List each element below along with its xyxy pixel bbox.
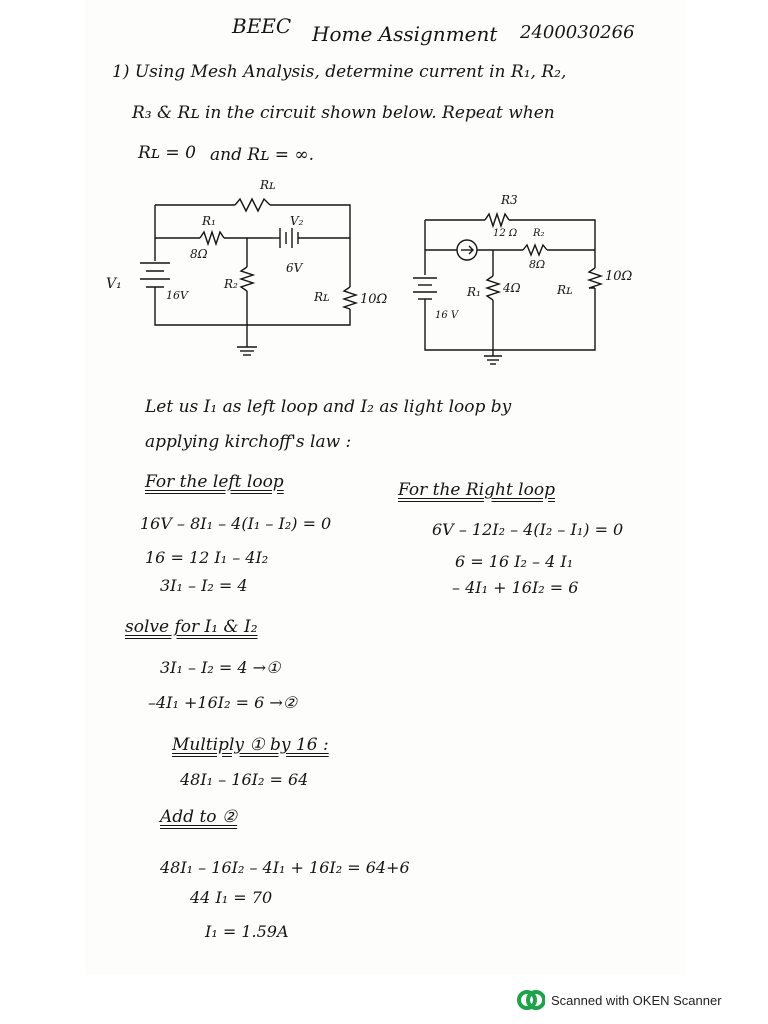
right-rl-label: Rʟ: [557, 283, 573, 297]
left-r1-label: R₁: [202, 214, 216, 228]
left-rl-right-label: Rʟ: [314, 290, 330, 304]
right-source-value: 16 V: [435, 310, 459, 321]
assignment-title: Home Assignment: [312, 22, 498, 46]
scanner-watermark: [517, 990, 722, 1010]
solve-heading: solve for I₁ & I₂: [125, 617, 258, 637]
scanner-logo-icon: [517, 990, 545, 1010]
right-r1-value: 4Ω: [503, 281, 521, 295]
left-equation-3: 3I₁ – I₂ = 4: [160, 576, 248, 595]
multiply-equation: 48I₁ – 16I₂ = 64: [180, 770, 309, 789]
question-line-3a: Rʟ = 0: [138, 143, 196, 163]
left-equation-2: 16 = 12 I₁ – 4I₂: [145, 548, 269, 567]
question-line-1: 1) Using Mesh Analysis, determine current in R₁, R₂,: [112, 62, 567, 82]
intro-line-1: Let us I₁ as left loop and I₂ as light loop by: [145, 397, 512, 417]
question-line-3b: and Rʟ = ∞.: [210, 145, 315, 165]
result-equation-2: I₁ = 1.59A: [205, 922, 289, 941]
scanner-text: Scanned with OKEN Scanner: [551, 992, 722, 1008]
left-v2-value: 6V: [286, 261, 303, 275]
right-equation-2: 6 = 16 I₂ – 4 I₁: [455, 552, 574, 571]
right-equation-3: – 4I₁ + 16I₂ = 6: [452, 578, 579, 597]
right-r3-label: R3: [501, 193, 518, 207]
result-equation-1: 44 I₁ = 70: [190, 888, 273, 907]
right-circuit-diagram: [405, 190, 655, 370]
left-r2-label: R₂: [224, 277, 238, 291]
right-rl-value: 10Ω: [605, 269, 633, 284]
left-rl-top-label: Rʟ: [260, 178, 276, 192]
right-r3-value: 12 Ω: [493, 228, 518, 239]
id-number: 2400030266: [520, 22, 635, 43]
intro-line-2: applying kirchoff's law :: [145, 432, 352, 452]
left-r1-value: 8Ω: [190, 247, 208, 261]
left-v2-label: V₂: [290, 214, 304, 228]
add-equation: 48I₁ – 16I₂ – 4I₁ + 16I₂ = 64+6: [160, 858, 410, 877]
solve-equation-2: –4I₁ +16I₂ = 6 →②: [148, 693, 298, 712]
solve-equation-1: 3I₁ – I₂ = 4 →①: [160, 658, 281, 677]
left-v1-label: V₁: [106, 276, 122, 292]
left-rl-value: 10Ω: [360, 292, 388, 307]
question-line-2: R₃ & Rʟ in the circuit shown below. Repeat when: [132, 103, 555, 123]
left-loop-heading: For the left loop: [145, 472, 284, 492]
right-loop-heading: For the Right loop: [398, 480, 555, 500]
right-r2-value: 8Ω: [529, 258, 546, 271]
left-circuit-diagram: [100, 175, 400, 375]
course-code: BEEC: [232, 14, 292, 38]
add-line: Add to ②: [160, 807, 238, 827]
multiply-line: Multiply ① by 16 :: [172, 735, 329, 755]
left-v1-value: 16V: [166, 289, 188, 302]
left-equation-1: 16V – 8I₁ – 4(I₁ – I₂) = 0: [140, 514, 332, 533]
right-r2-label: R₂: [533, 228, 545, 239]
right-r1-label: R₁: [467, 285, 481, 299]
right-equation-1: 6V – 12I₂ – 4(I₂ – I₁) = 0: [432, 520, 624, 539]
